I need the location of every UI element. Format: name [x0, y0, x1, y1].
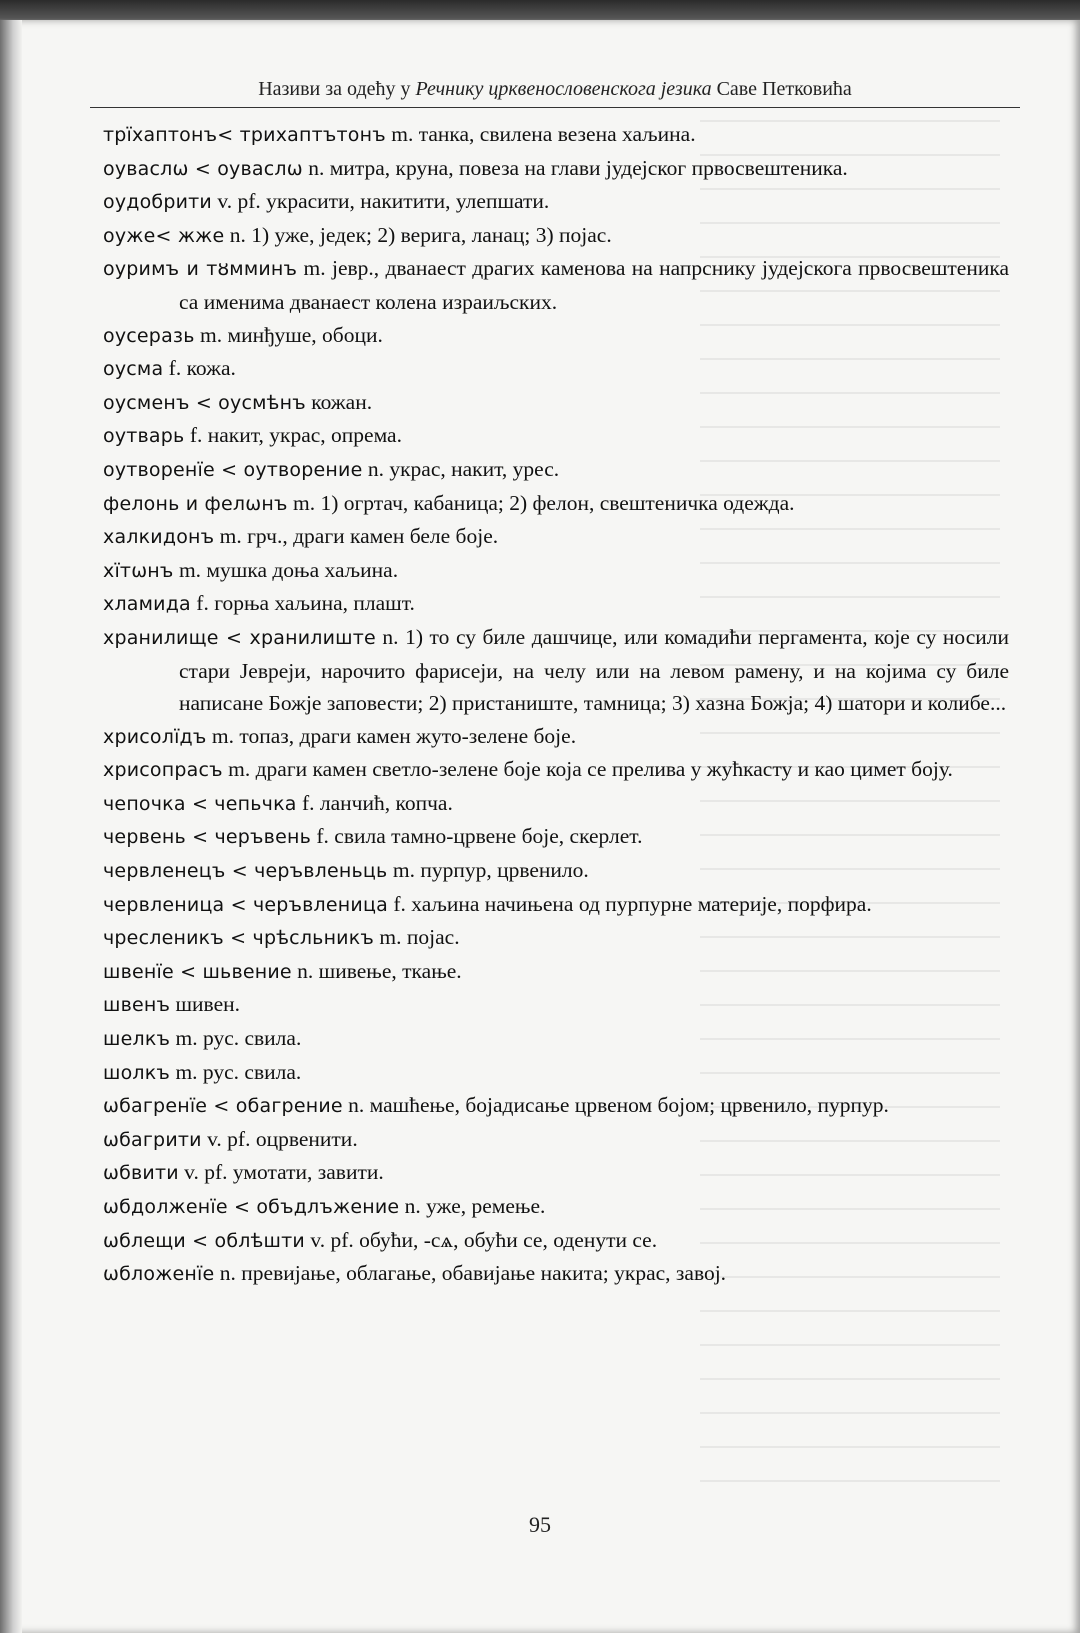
definition: m. рус. свила.: [170, 1059, 302, 1084]
definition: n. шивење, ткање.: [291, 958, 462, 983]
definition: m. пурпур, црвенило.: [387, 858, 589, 883]
headword: халкидонъ: [103, 526, 215, 549]
dictionary-entry: [103, 520, 1009, 554]
headword: червень < черъвень: [103, 826, 311, 849]
headword: хламида: [103, 593, 191, 616]
dictionary-entry: [103, 921, 1009, 955]
definition: f. горња хаљина, плашт.: [190, 591, 415, 616]
headword: ѡбагрити: [103, 1128, 202, 1151]
dictionary-entry: [103, 854, 1009, 888]
dictionary-entry: [103, 219, 1009, 253]
dictionary-entry: [103, 352, 1009, 386]
definition: n. митра, круна, повеза на глави јудејског првосвештеника.: [302, 155, 848, 180]
page-number: 95: [529, 1512, 551, 1537]
headword: оусма: [103, 358, 164, 381]
headword: чресленикъ < чрѣсльникъ: [103, 927, 375, 950]
dictionary-entry: [103, 152, 1009, 186]
headword: оусменъ < оусмѣнъ: [103, 391, 306, 414]
dictionary-entry: [103, 1156, 1009, 1190]
dictionary-entry: [103, 955, 1009, 989]
header-title-italic: Речнику црквенословенскога језика: [415, 78, 712, 100]
definition: f. хаљина начињена од пурпурне материје, порфира.: [387, 891, 872, 916]
dictionary-entry: [103, 587, 1009, 621]
dictionary-entry: [103, 888, 1009, 922]
definition: n. машћење, бојадисање црвеном бојом; црвенило, пурпур.: [342, 1093, 889, 1118]
dictionary-entry: [103, 621, 1009, 720]
definition: m. топаз, драги камен жуто-зелене боје.: [206, 723, 577, 748]
dictionary-entry: [103, 419, 1009, 453]
headword: оутворенїе < оутворение: [103, 458, 363, 481]
headword: хїтѡнъ: [103, 559, 174, 582]
definition: v. pf. украсити, накитити, улепшати.: [211, 189, 550, 214]
definition: шивен.: [170, 992, 241, 1017]
page-gutter-edge: [0, 20, 22, 1633]
dictionary-entries: [103, 118, 1009, 1291]
headword: ѡблещи < облѣшти: [103, 1229, 305, 1252]
definition: m. драги камен светло-зелене боје која се прелива у жућкасту и као цимет боју.: [222, 757, 953, 782]
headword: трїхаптонъ< трихаптътонъ: [103, 124, 386, 146]
dictionary-entry: [103, 319, 1009, 353]
dictionary-entry: [103, 1022, 1009, 1056]
headword: ѡбагренїе < обагрение: [103, 1095, 343, 1118]
header-rule: [90, 107, 1020, 108]
headword: оуваслѡ < оуваслѡ: [103, 157, 303, 180]
headword: ѡбдолженїе < объдлъжение: [103, 1196, 400, 1218]
headword: шолкъ: [103, 1061, 171, 1084]
headword: оуже< жже: [103, 224, 225, 247]
headword: чепочка < чепьчка: [103, 792, 297, 815]
dictionary-entry: [103, 554, 1009, 588]
definition: f. ланчић, копча.: [296, 790, 453, 815]
headword: оусеразь: [103, 324, 195, 347]
definition: n. уже, ремење.: [399, 1194, 546, 1218]
headword: оудобрити: [103, 191, 212, 214]
definition: m. танка, свилена везена хаљина.: [385, 122, 696, 146]
headword: фелонь и фелѡнъ: [103, 492, 288, 515]
dictionary-entry: [103, 1056, 1009, 1090]
headword: швенъ: [103, 994, 171, 1017]
dictionary-entry: [103, 1257, 1009, 1291]
definition: кожан.: [305, 389, 373, 414]
dictionary-entry: [103, 1224, 1009, 1258]
dictionary-entry: [103, 753, 1009, 787]
headword: оуримъ и тȣмминъ: [103, 258, 298, 281]
definition: n. превијање, облагање, обавијање накита; украс, завој.: [214, 1261, 727, 1286]
definition: m. 1) огртач, кабаница; 2) фелон, свештеничка одежда.: [287, 490, 795, 515]
dictionary-entry: [103, 386, 1009, 420]
dictionary-entry: [103, 720, 1009, 754]
definition: f. накит, украс, опрема.: [184, 423, 402, 448]
dictionary-entry: [103, 1089, 1009, 1123]
definition: f. свила тамно-црвене боје, скерлет.: [311, 824, 643, 849]
dictionary-entry: [103, 252, 1009, 318]
definition: v. pf. умотати, завити.: [178, 1160, 384, 1185]
definition: m. појас.: [374, 925, 460, 950]
dictionary-entry: [103, 185, 1009, 219]
running-header: [90, 78, 1020, 101]
headword: червленица < черъвленица: [103, 893, 388, 916]
dictionary-entry: [103, 820, 1009, 854]
definition: n. 1) уже, једек; 2) верига, ланац; 3) појас.: [224, 222, 612, 247]
dictionary-entry: [103, 787, 1009, 821]
headword: шелкъ: [103, 1028, 171, 1051]
dictionary-entry: [103, 453, 1009, 487]
header-prefix: Називи за одећу у: [258, 78, 416, 100]
definition: m. минђуше, обоци.: [194, 322, 383, 347]
definition: m. мушка доња хаљина.: [173, 557, 399, 582]
dictionary-entry: [103, 1123, 1009, 1157]
definition: n. 1) то су биле дашчице, или комадићи пергамента, које су носили стари Јевреји, нарочито фарисеји, на челу или на левом рамену, и на којима су биле написане Божје заповести; 2) пристаниште, тамница; 3) хазна Божја; 4) шатори и колибе...: [179, 624, 1009, 716]
dictionary-entry: [103, 988, 1009, 1022]
headword: хрисопрасъ: [103, 759, 223, 782]
headword: ѡбложенїе: [103, 1263, 215, 1286]
dictionary-entry: [103, 118, 1009, 152]
header-suffix: Саве Петковића: [711, 78, 852, 100]
definition: v. pf. оцрвенити.: [201, 1126, 358, 1151]
definition: m. рус. свила.: [170, 1026, 302, 1051]
definition: f. кожа.: [163, 356, 236, 381]
definition: v. pf. обући, -сѧ, обући се, оденути се.: [304, 1227, 658, 1252]
dictionary-entry: [103, 1190, 1009, 1224]
headword: швенїе < шьвение: [103, 960, 292, 983]
headword: ѡбвити: [103, 1162, 179, 1185]
definition: m. грч., драги камен беле боје.: [214, 524, 499, 549]
headword: хрисолїдъ: [103, 725, 207, 748]
definition: n. украс, накит, урес.: [362, 456, 560, 481]
headword: оутварь: [103, 425, 185, 448]
headword: хранилище < хранилиште: [103, 626, 376, 649]
dictionary-entry: [103, 487, 1009, 521]
definition: m. јевр., дванаест драгих каменова на напрснику јудејскога првосвештеника са именима дванаест колена израиљских.: [179, 256, 1009, 314]
headword: червленецъ < черъвленьць: [103, 860, 388, 883]
